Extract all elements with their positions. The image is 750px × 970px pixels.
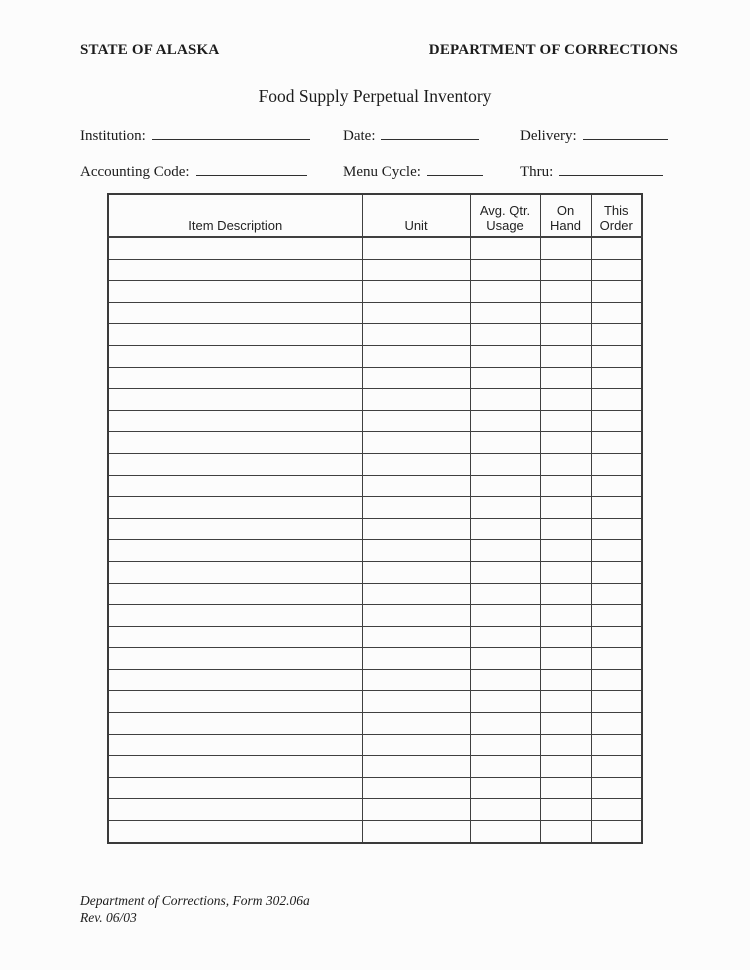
field-thru [520,162,663,181]
cell-this-order[interactable] [591,561,642,583]
cell-this-order[interactable] [591,475,642,497]
table-header-row [108,194,642,237]
cell-on-hand[interactable] [540,605,591,627]
cell-item-description[interactable] [108,281,362,303]
cell-this-order[interactable] [591,669,642,691]
cell-on-hand[interactable] [540,345,591,367]
cell-on-hand[interactable] [540,626,591,648]
cell-item-description[interactable] [108,605,362,627]
cell-on-hand[interactable] [540,259,591,281]
cell-unit[interactable] [362,713,470,735]
form-revision: Rev. 06/03 [80,910,137,925]
cell-item-description[interactable] [108,410,362,432]
cell-unit[interactable] [362,497,470,519]
cell-this-order[interactable] [591,691,642,713]
cell-avg-qtr-usage[interactable] [470,756,540,778]
table-row [108,345,642,367]
cell-unit[interactable] [362,432,470,454]
table-row [108,821,642,843]
accounting-code-input-line[interactable] [196,162,307,176]
delivery-input-line[interactable] [583,126,668,140]
cell-avg-qtr-usage[interactable] [470,713,540,735]
cell-on-hand[interactable] [540,237,591,259]
table-row [108,756,642,778]
cell-avg-qtr-usage[interactable] [470,734,540,756]
cell-this-order[interactable] [591,626,642,648]
cell-item-description[interactable] [108,475,362,497]
cell-avg-qtr-usage[interactable] [470,432,540,454]
cell-this-order[interactable] [591,713,642,735]
cell-item-description[interactable] [108,821,362,843]
cell-item-description[interactable] [108,648,362,670]
field-accounting-code [80,162,307,181]
org-right: DEPARTMENT OF CORRECTIONS [428,42,678,58]
cell-this-order[interactable] [591,518,642,540]
cell-avg-qtr-usage[interactable] [470,561,540,583]
cell-avg-qtr-usage[interactable] [470,410,540,432]
table-row [108,410,642,432]
cell-this-order[interactable] [591,324,642,346]
cell-item-description[interactable] [108,540,362,562]
org-left: STATE OF ALASKA [80,42,220,58]
cell-avg-qtr-usage[interactable] [470,259,540,281]
cell-item-description[interactable] [108,324,362,346]
cell-unit[interactable] [362,691,470,713]
col-header-item-description: Item Description [108,194,362,237]
cell-avg-qtr-usage[interactable] [470,324,540,346]
table-row [108,453,642,475]
cell-item-description[interactable] [108,799,362,821]
cell-on-hand[interactable] [540,691,591,713]
table-row [108,237,642,259]
cell-this-order[interactable] [591,799,642,821]
table-row [108,302,642,324]
cell-unit[interactable] [362,669,470,691]
cell-unit[interactable] [362,626,470,648]
cell-on-hand[interactable] [540,302,591,324]
cell-item-description[interactable] [108,259,362,281]
institution-input-line[interactable] [152,126,310,140]
field-delivery [520,126,668,145]
cell-item-description[interactable] [108,453,362,475]
cell-avg-qtr-usage[interactable] [470,345,540,367]
table-row [108,259,642,281]
cell-this-order[interactable] [591,777,642,799]
form-footer [80,892,310,926]
cell-item-description[interactable] [108,626,362,648]
cell-unit[interactable] [362,281,470,303]
cell-unit[interactable] [362,237,470,259]
cell-item-description[interactable] [108,432,362,454]
cell-item-description[interactable] [108,669,362,691]
table-row [108,583,642,605]
cell-on-hand[interactable] [540,669,591,691]
cell-unit[interactable] [362,799,470,821]
cell-this-order[interactable] [591,281,642,303]
cell-on-hand[interactable] [540,648,591,670]
field-date [343,126,479,145]
cell-item-description[interactable] [108,583,362,605]
delivery-label: Delivery: [520,128,577,144]
table-row [108,648,642,670]
table-row [108,540,642,562]
table-row [108,669,642,691]
inventory-table [107,193,643,844]
table-row [108,605,642,627]
cell-unit[interactable] [362,389,470,411]
table-row [108,497,642,519]
cell-item-description[interactable] [108,756,362,778]
col-header-this-order: This Order [591,194,642,237]
accounting-code-label: Accounting Code: [80,164,190,180]
cell-on-hand[interactable] [540,518,591,540]
cell-avg-qtr-usage[interactable] [470,281,540,303]
cell-unit[interactable] [362,302,470,324]
cell-this-order[interactable] [591,237,642,259]
cell-on-hand[interactable] [540,734,591,756]
cell-on-hand[interactable] [540,821,591,843]
cell-unit[interactable] [362,367,470,389]
cell-unit[interactable] [362,648,470,670]
cell-this-order[interactable] [591,432,642,454]
cell-on-hand[interactable] [540,410,591,432]
table-row [108,324,642,346]
cell-on-hand[interactable] [540,432,591,454]
cell-avg-qtr-usage[interactable] [470,799,540,821]
cell-on-hand[interactable] [540,497,591,519]
table-row [108,367,642,389]
cell-this-order[interactable] [591,453,642,475]
cell-on-hand[interactable] [540,777,591,799]
thru-input-line[interactable] [559,162,663,176]
cell-avg-qtr-usage[interactable] [470,453,540,475]
table-row [108,389,642,411]
cell-unit[interactable] [362,345,470,367]
cell-unit[interactable] [362,259,470,281]
col-header-avg-qtr-usage: Avg. Qtr. Usage [470,194,540,237]
date-input-line[interactable] [381,126,479,140]
table-row [108,713,642,735]
cell-avg-qtr-usage[interactable] [470,497,540,519]
cell-on-hand[interactable] [540,475,591,497]
cell-unit[interactable] [362,821,470,843]
cell-this-order[interactable] [591,389,642,411]
table-row [108,475,642,497]
cell-item-description[interactable] [108,497,362,519]
cell-avg-qtr-usage[interactable] [470,389,540,411]
col-header-on-hand: On Hand [540,194,591,237]
cell-this-order[interactable] [591,345,642,367]
cell-on-hand[interactable] [540,756,591,778]
table-row [108,734,642,756]
menu-cycle-label: Menu Cycle: [343,164,421,180]
table-row [108,561,642,583]
cell-avg-qtr-usage[interactable] [470,821,540,843]
cell-avg-qtr-usage[interactable] [470,626,540,648]
cell-this-order[interactable] [591,410,642,432]
cell-unit[interactable] [362,756,470,778]
thru-label: Thru: [520,164,554,180]
cell-avg-qtr-usage[interactable] [470,583,540,605]
table-row [108,432,642,454]
cell-unit[interactable] [362,475,470,497]
cell-this-order[interactable] [591,583,642,605]
cell-on-hand[interactable] [540,389,591,411]
cell-this-order[interactable] [591,540,642,562]
cell-avg-qtr-usage[interactable] [470,475,540,497]
cell-this-order[interactable] [591,734,642,756]
cell-this-order[interactable] [591,648,642,670]
cell-item-description[interactable] [108,367,362,389]
table-row [108,799,642,821]
cell-item-description[interactable] [108,734,362,756]
cell-this-order[interactable] [591,302,642,324]
cell-avg-qtr-usage[interactable] [470,691,540,713]
form-title: Food Supply Perpetual Inventory [258,86,492,106]
cell-avg-qtr-usage[interactable] [470,777,540,799]
field-institution [80,126,310,145]
cell-this-order[interactable] [591,497,642,519]
cell-on-hand[interactable] [540,453,591,475]
cell-avg-qtr-usage[interactable] [470,367,540,389]
cell-this-order[interactable] [591,821,642,843]
table-row [108,626,642,648]
cell-item-description[interactable] [108,302,362,324]
cell-unit[interactable] [362,777,470,799]
cell-unit[interactable] [362,324,470,346]
cell-on-hand[interactable] [540,583,591,605]
cell-unit[interactable] [362,583,470,605]
menu-cycle-input-line[interactable] [427,162,483,176]
cell-avg-qtr-usage[interactable] [470,669,540,691]
date-label: Date: [343,128,376,144]
cell-item-description[interactable] [108,561,362,583]
cell-on-hand[interactable] [540,799,591,821]
institution-label: Institution: [80,128,146,144]
cell-avg-qtr-usage[interactable] [470,648,540,670]
table-row [108,518,642,540]
col-header-unit: Unit [362,194,470,237]
cell-item-description[interactable] [108,713,362,735]
cell-on-hand[interactable] [540,713,591,735]
cell-item-description[interactable] [108,345,362,367]
cell-avg-qtr-usage[interactable] [470,540,540,562]
org-header [80,42,678,59]
cell-on-hand[interactable] [540,324,591,346]
cell-on-hand[interactable] [540,281,591,303]
cell-avg-qtr-usage[interactable] [470,518,540,540]
cell-unit[interactable] [362,561,470,583]
cell-on-hand[interactable] [540,540,591,562]
cell-item-description[interactable] [108,389,362,411]
cell-unit[interactable] [362,540,470,562]
cell-unit[interactable] [362,453,470,475]
cell-unit[interactable] [362,518,470,540]
cell-unit[interactable] [362,734,470,756]
cell-this-order[interactable] [591,259,642,281]
cell-on-hand[interactable] [540,367,591,389]
cell-this-order[interactable] [591,605,642,627]
cell-item-description[interactable] [108,691,362,713]
cell-unit[interactable] [362,605,470,627]
cell-unit[interactable] [362,410,470,432]
table-row [108,691,642,713]
cell-avg-qtr-usage[interactable] [470,302,540,324]
cell-avg-qtr-usage[interactable] [470,237,540,259]
cell-item-description[interactable] [108,518,362,540]
cell-on-hand[interactable] [540,561,591,583]
cell-item-description[interactable] [108,237,362,259]
cell-item-description[interactable] [108,777,362,799]
field-menu-cycle [343,162,483,181]
table-row [108,281,642,303]
table-row [108,777,642,799]
inventory-table-body [108,237,642,843]
cell-this-order[interactable] [591,367,642,389]
form-number: Department of Corrections, Form 302.06a [80,893,310,908]
cell-this-order[interactable] [591,756,642,778]
cell-avg-qtr-usage[interactable] [470,605,540,627]
